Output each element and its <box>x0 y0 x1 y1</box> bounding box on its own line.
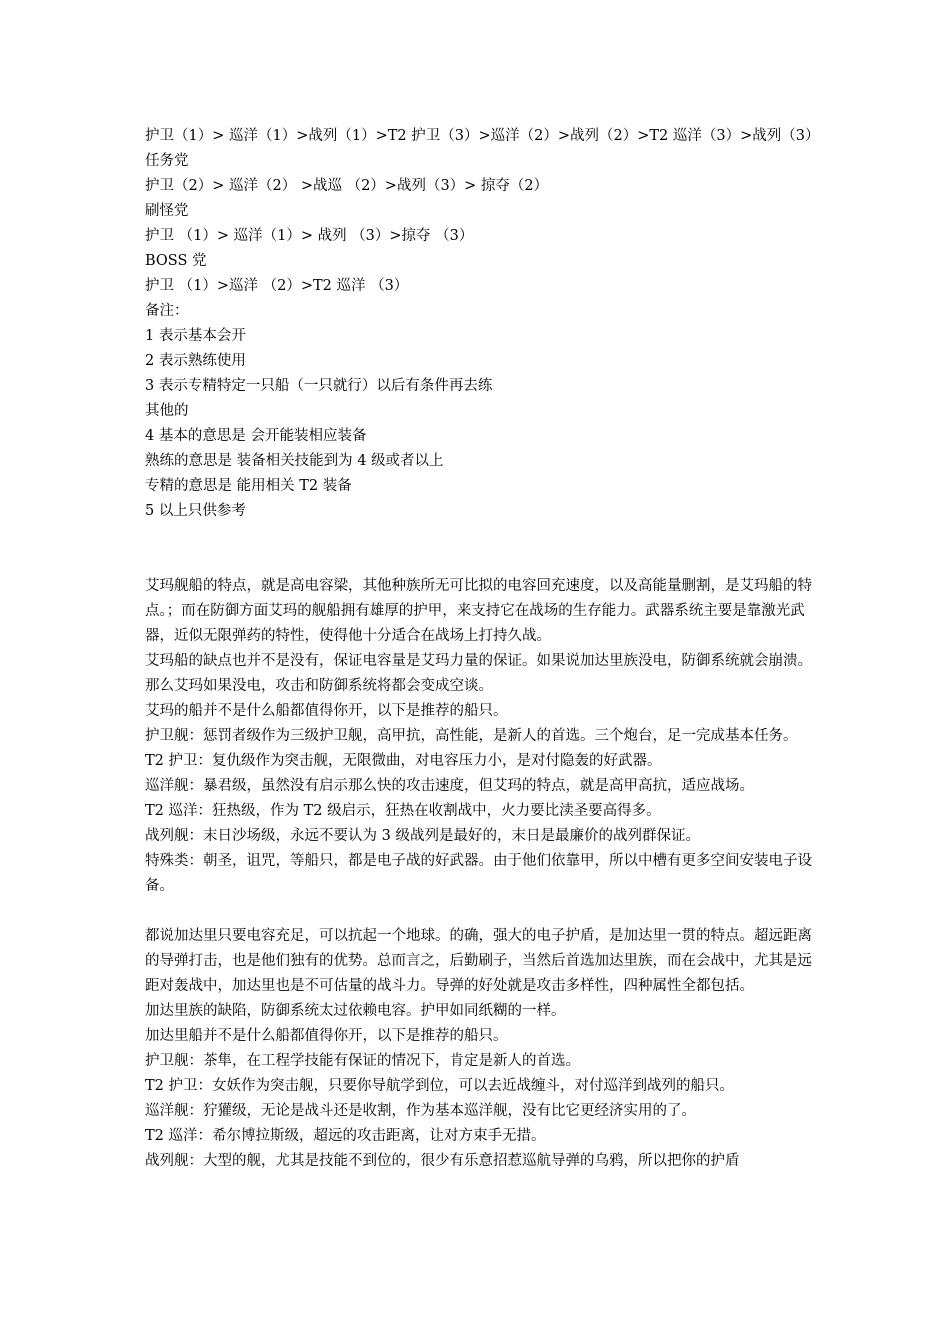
section-amarr-ships <box>145 574 825 899</box>
text-line: 护卫 （1）> 巡洋（1）> 战列 （3）>掠夺 （3） <box>145 228 474 244</box>
text-line: 刷怪党 <box>145 203 189 219</box>
paragraph: T2 巡洋：希尔博拉斯级，超远的攻击距离，让对方束手无措。 <box>145 1128 546 1144</box>
text-line: 1 表示基本会开 <box>145 328 246 344</box>
paragraph: T2 巡洋：狂热级，作为 T2 级启示，狂热在收割战中，火力要比渎圣要高得多。 <box>145 803 661 819</box>
paragraph: 战列舰：大型的舰，尤其是技能不到位的，很少有乐意招惹巡航导弹的乌鸦，所以把你的护盾 <box>145 1153 740 1169</box>
text-line: 任务党 <box>145 153 189 169</box>
text-line: 4 基本的意思是 会开能装相应装备 <box>145 428 367 444</box>
paragraph: 巡洋舰：暴君级，虽然没有启示那么快的攻击速度，但艾玛的特点，就是高甲高抗，适应战场。 <box>145 778 754 794</box>
text-line: 其他的 <box>145 403 189 419</box>
paragraph: 艾玛的船并不是什么船都值得你开，以下是推荐的船只。 <box>145 703 508 719</box>
text-line: 备注： <box>145 303 189 319</box>
text-line: 熟练的意思是 装备相关技能到为 4 级或者以上 <box>145 453 444 469</box>
text-line: 护卫（2）> 巡洋（2） >战巡 （2）>战列（3）> 掠夺（2） <box>145 178 549 194</box>
text-line: 专精的意思是 能用相关 T2 装备 <box>145 478 352 494</box>
text-line: 5 以上只供参考 <box>145 503 246 519</box>
paragraph: 艾玛舰船的特点，就是高电容梁，其他种族所无可比拟的电容回充速度，以及高能量删割，是艾玛船的特点。；而在防御方面艾玛的舰船拥有雄厚的护甲，来支持它在战场的生存能力。武器系统主要是靠激光武器，近似无限弹药的特性，使得他十分适合在战场上打持久战。 <box>145 578 812 644</box>
paragraph: T2 护卫：女妖作为突击舰，只要你导航学到位，可以去近战缠斗，对付巡洋到战列的船只。 <box>145 1078 735 1094</box>
section-caldari-ships <box>145 924 825 1174</box>
paragraph: 加达里族的缺陷，防御系统太过依赖电容。护甲如同纸糊的一样。 <box>145 1003 566 1019</box>
section-training-order <box>145 124 825 524</box>
paragraph: 战列舰：末日沙场级，永远不要认为 3 级战列是最好的，末日是最廉价的战列群保证。 <box>145 828 700 844</box>
text-line: 3 表示专精特定一只船（一只就行）以后有条件再去练 <box>145 378 493 394</box>
text-line: 护卫（1）> 巡洋（1）>战列（1）>T2 护卫（3）>巡洋（2）>战列（2）>T2 巡洋（3）>战列（3） <box>145 128 820 144</box>
paragraph: 护卫舰：惩罚者级作为三级护卫舰，高甲抗，高性能，是新人的首选。三个炮台，足一完成基本任务。 <box>145 728 798 744</box>
document-page <box>145 124 825 1174</box>
paragraph: 加达里船并不是什么船都值得你开，以下是推荐的船只。 <box>145 1028 508 1044</box>
text-line: 护卫 （1）>巡洋 （2）>T2 巡洋 （3） <box>145 278 409 294</box>
paragraph: 巡洋舰：狞獾级，无论是战斗还是收割，作为基本巡洋舰，没有比它更经济实用的了。 <box>145 1103 696 1119</box>
paragraph: 特殊类：朝圣，诅咒，等船只，都是电子战的好武器。由于他们依靠甲，所以中槽有更多空间安装电子设备。 <box>145 853 812 894</box>
text-line: BOSS 党 <box>145 253 207 269</box>
paragraph: 护卫舰：茶隼，在工程学技能有保证的情况下，肯定是新人的首选。 <box>145 1053 580 1069</box>
text-line: 2 表示熟练使用 <box>145 353 246 369</box>
paragraph: 艾玛船的缺点也并不是没有，保证电容量是艾玛力量的保证。如果说加达里族没电，防御系统就会崩溃。那么艾玛如果没电，攻击和防御系统将都会变成空谈。 <box>145 653 812 694</box>
paragraph: 都说加达里只要电容充足，可以抗起一个地球。的确，强大的电子护盾，是加达里一贯的特点。超远距离的导弹打击，也是他们独有的优势。总而言之，后勤刷子，当然后首选加达里族，而在会战中，尤其是远距对轰战中，加达里也是不可估量的战斗力。导弹的好处就是攻击多样性，四种属性全都包括。 <box>145 928 812 994</box>
paragraph: T2 护卫：复仇级作为突击舰，无限微曲，对电容压力小，是对付隐轰的好武器。 <box>145 753 662 769</box>
